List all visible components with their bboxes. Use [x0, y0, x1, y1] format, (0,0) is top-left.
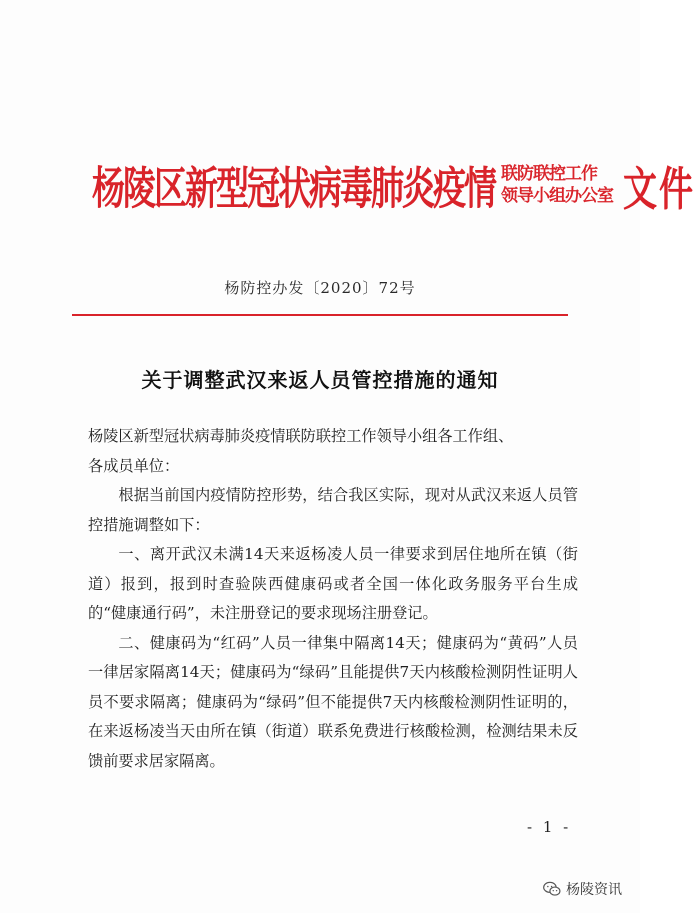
paragraph-intro: 根据当前国内疫情防控形势，结合我区实际，现对从武汉来返人员管控措施调整如下： — [88, 486, 578, 534]
page-number: - 1 - — [527, 818, 572, 836]
masthead-main-title: 杨陵区新型冠状病毒肺炎疫情 — [92, 161, 495, 215]
masthead-document-word: 文件 — [623, 162, 695, 217]
paragraph-item-1: 一、离开武汉未满14天来返杨凌人员一律要求到居住地所在镇（街道）报到，报到时查验陕西健康码或者全国一体化政务服务平台生成的“健康通行码”，未注册登记的要求现场注册登记。 — [88, 545, 578, 622]
masthead-subtitle — [501, 163, 613, 207]
document-number: 杨防控办发〔2020〕72号 — [224, 279, 416, 297]
salutation-line-2: 各成员单位： — [88, 456, 180, 475]
paragraph-item-2: 二、健康码为“红码”人员一律集中隔离14天；健康码为“黄码”人员一律居家隔离14天；健康码为“绿码”且能提供7天内核酸检测阴性证明人员不要求隔离；健康码为“绿码”但不能提供7天内核酸检测阴性证明的，在来返杨凌当天由所在镇（街道）联系免费进行核酸检测，检测结果未反馈前要求居家隔离。 — [88, 633, 578, 770]
masthead-subtitle-line1: 联防联控工作 — [501, 164, 597, 184]
masthead — [92, 150, 695, 220]
watermark-text: 杨陵资讯 — [566, 882, 622, 898]
salutation-line-1: 杨陵区新型冠状病毒肺炎疫情联防联控工作领导小组各工作组、 — [88, 427, 514, 445]
notice-body — [88, 422, 578, 776]
wechat-watermark — [542, 879, 622, 899]
red-divider-line — [72, 314, 568, 316]
notice-title: 关于调整武汉来返人员管控措施的通知 — [141, 368, 499, 392]
wechat-icon — [542, 879, 562, 899]
masthead-subtitle-line2: 领导小组办公室 — [501, 186, 613, 206]
